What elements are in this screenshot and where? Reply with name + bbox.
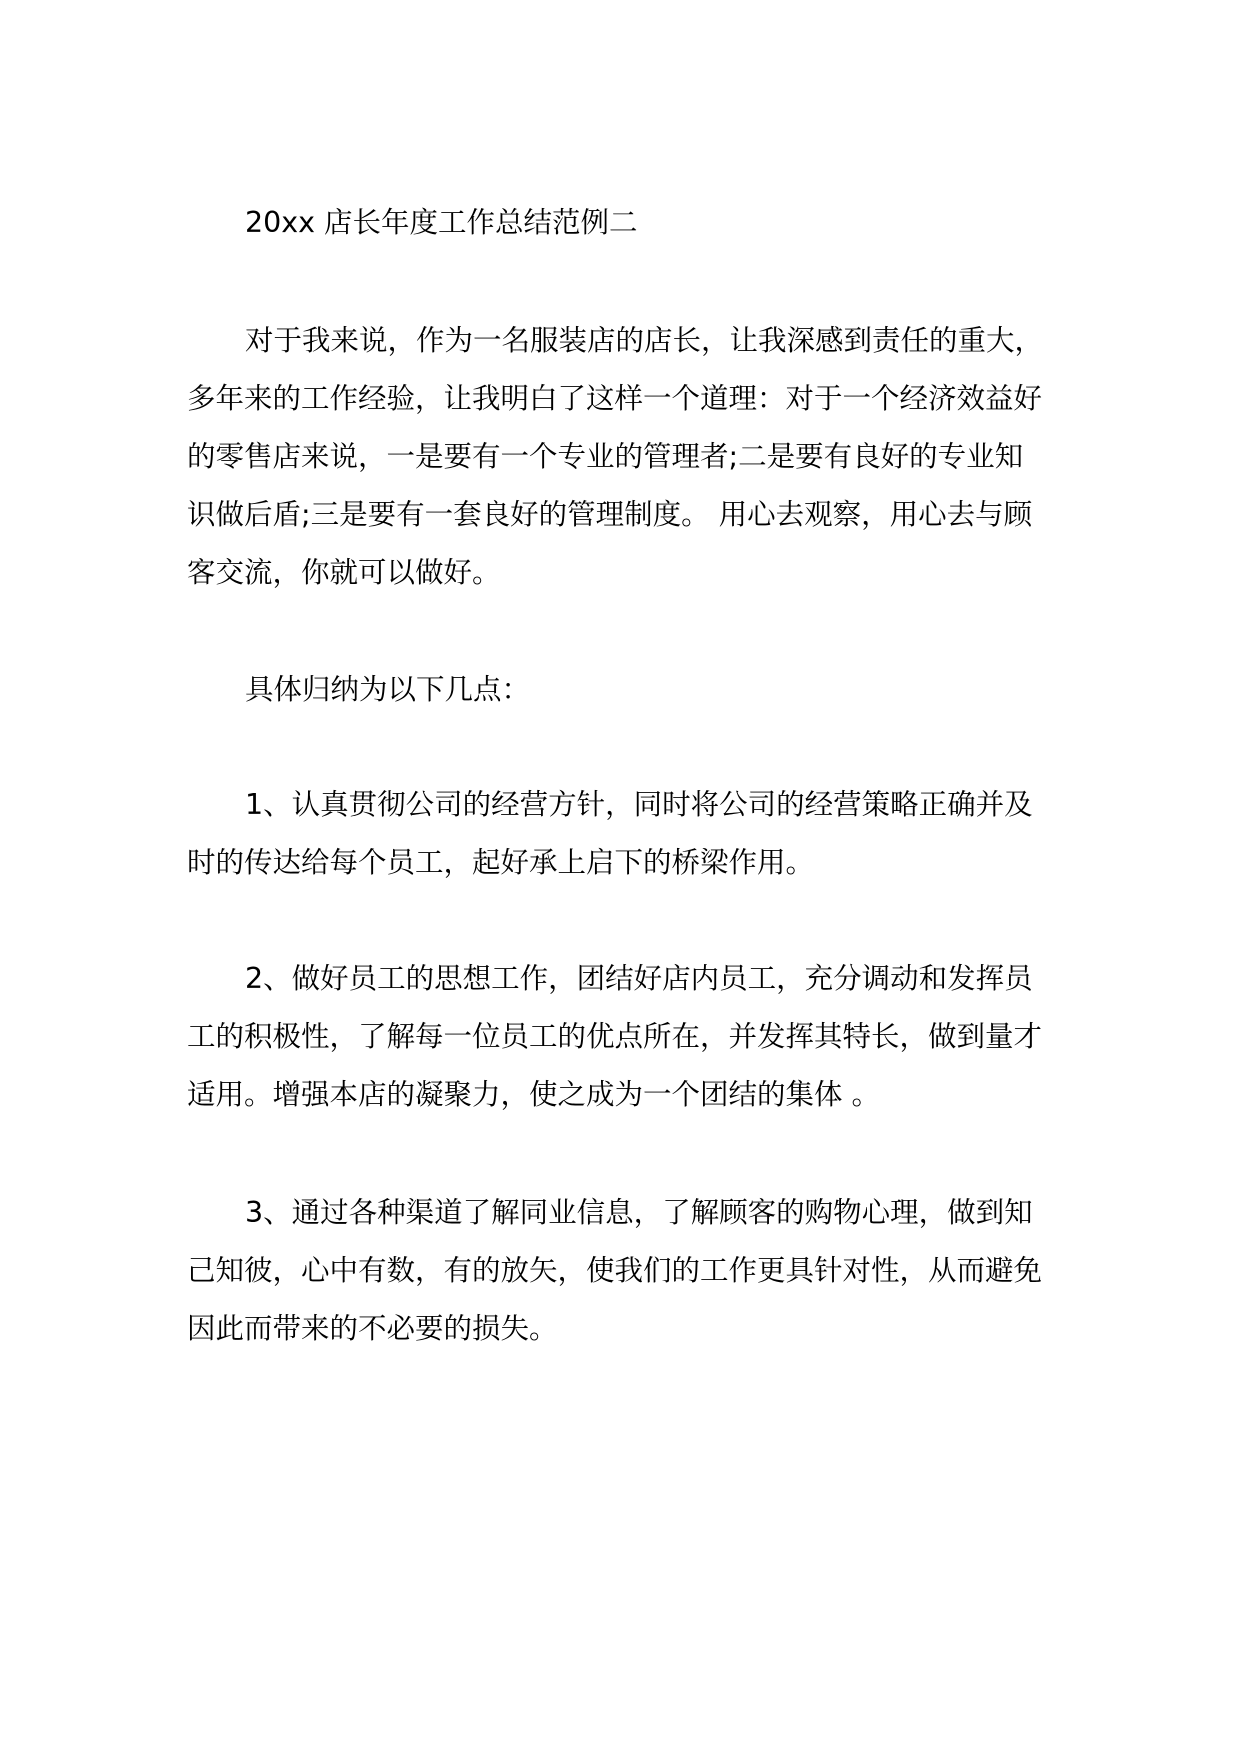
- paragraph-line: 识做后盾;三是要有一套良好的管理制度。 用心去观察，用心去与顾: [187, 498, 1033, 531]
- document-title: 20xx 店长年度工作总结范例二: [245, 206, 638, 239]
- paragraph-line: 客交流，你就可以做好。: [187, 556, 501, 589]
- paragraph-line: 工的积极性，了解每一位员工的优点所在，并发挥其特长，做到量才: [187, 1020, 1043, 1053]
- paragraph-line: 多年来的工作经验，让我明白了这样一个道理：对于一个经济效益好: [187, 382, 1043, 415]
- paragraph-line: 己知彼，心中有数，有的放矢，使我们的工作更具针对性，从而避免: [187, 1254, 1043, 1287]
- paragraph-line: 3、通过各种渠道了解同业信息，了解顾客的购物心理，做到知: [245, 1196, 1033, 1229]
- paragraph-line: 适用。增强本店的凝聚力，使之成为一个团结的集体 。: [187, 1078, 881, 1111]
- paragraph-line: 2、做好员工的思想工作，团结好店内员工，充分调动和发挥员: [245, 962, 1033, 995]
- summary-heading: 具体归纳为以下几点：: [245, 673, 531, 706]
- paragraph-line: 因此而带来的不必要的损失。: [187, 1312, 558, 1345]
- paragraph-line: 对于我来说，作为一名服装店的店长，让我深感到责任的重大，: [245, 324, 1044, 357]
- paragraph-line: 1、认真贯彻公司的经营方针，同时将公司的经营策略正确并及: [245, 788, 1033, 821]
- paragraph-line: 时的传达给每个员工，起好承上启下的桥梁作用。: [187, 846, 815, 879]
- paragraph-line: 的零售店来说，一是要有一个专业的管理者;二是要有良好的专业知: [187, 440, 1024, 473]
